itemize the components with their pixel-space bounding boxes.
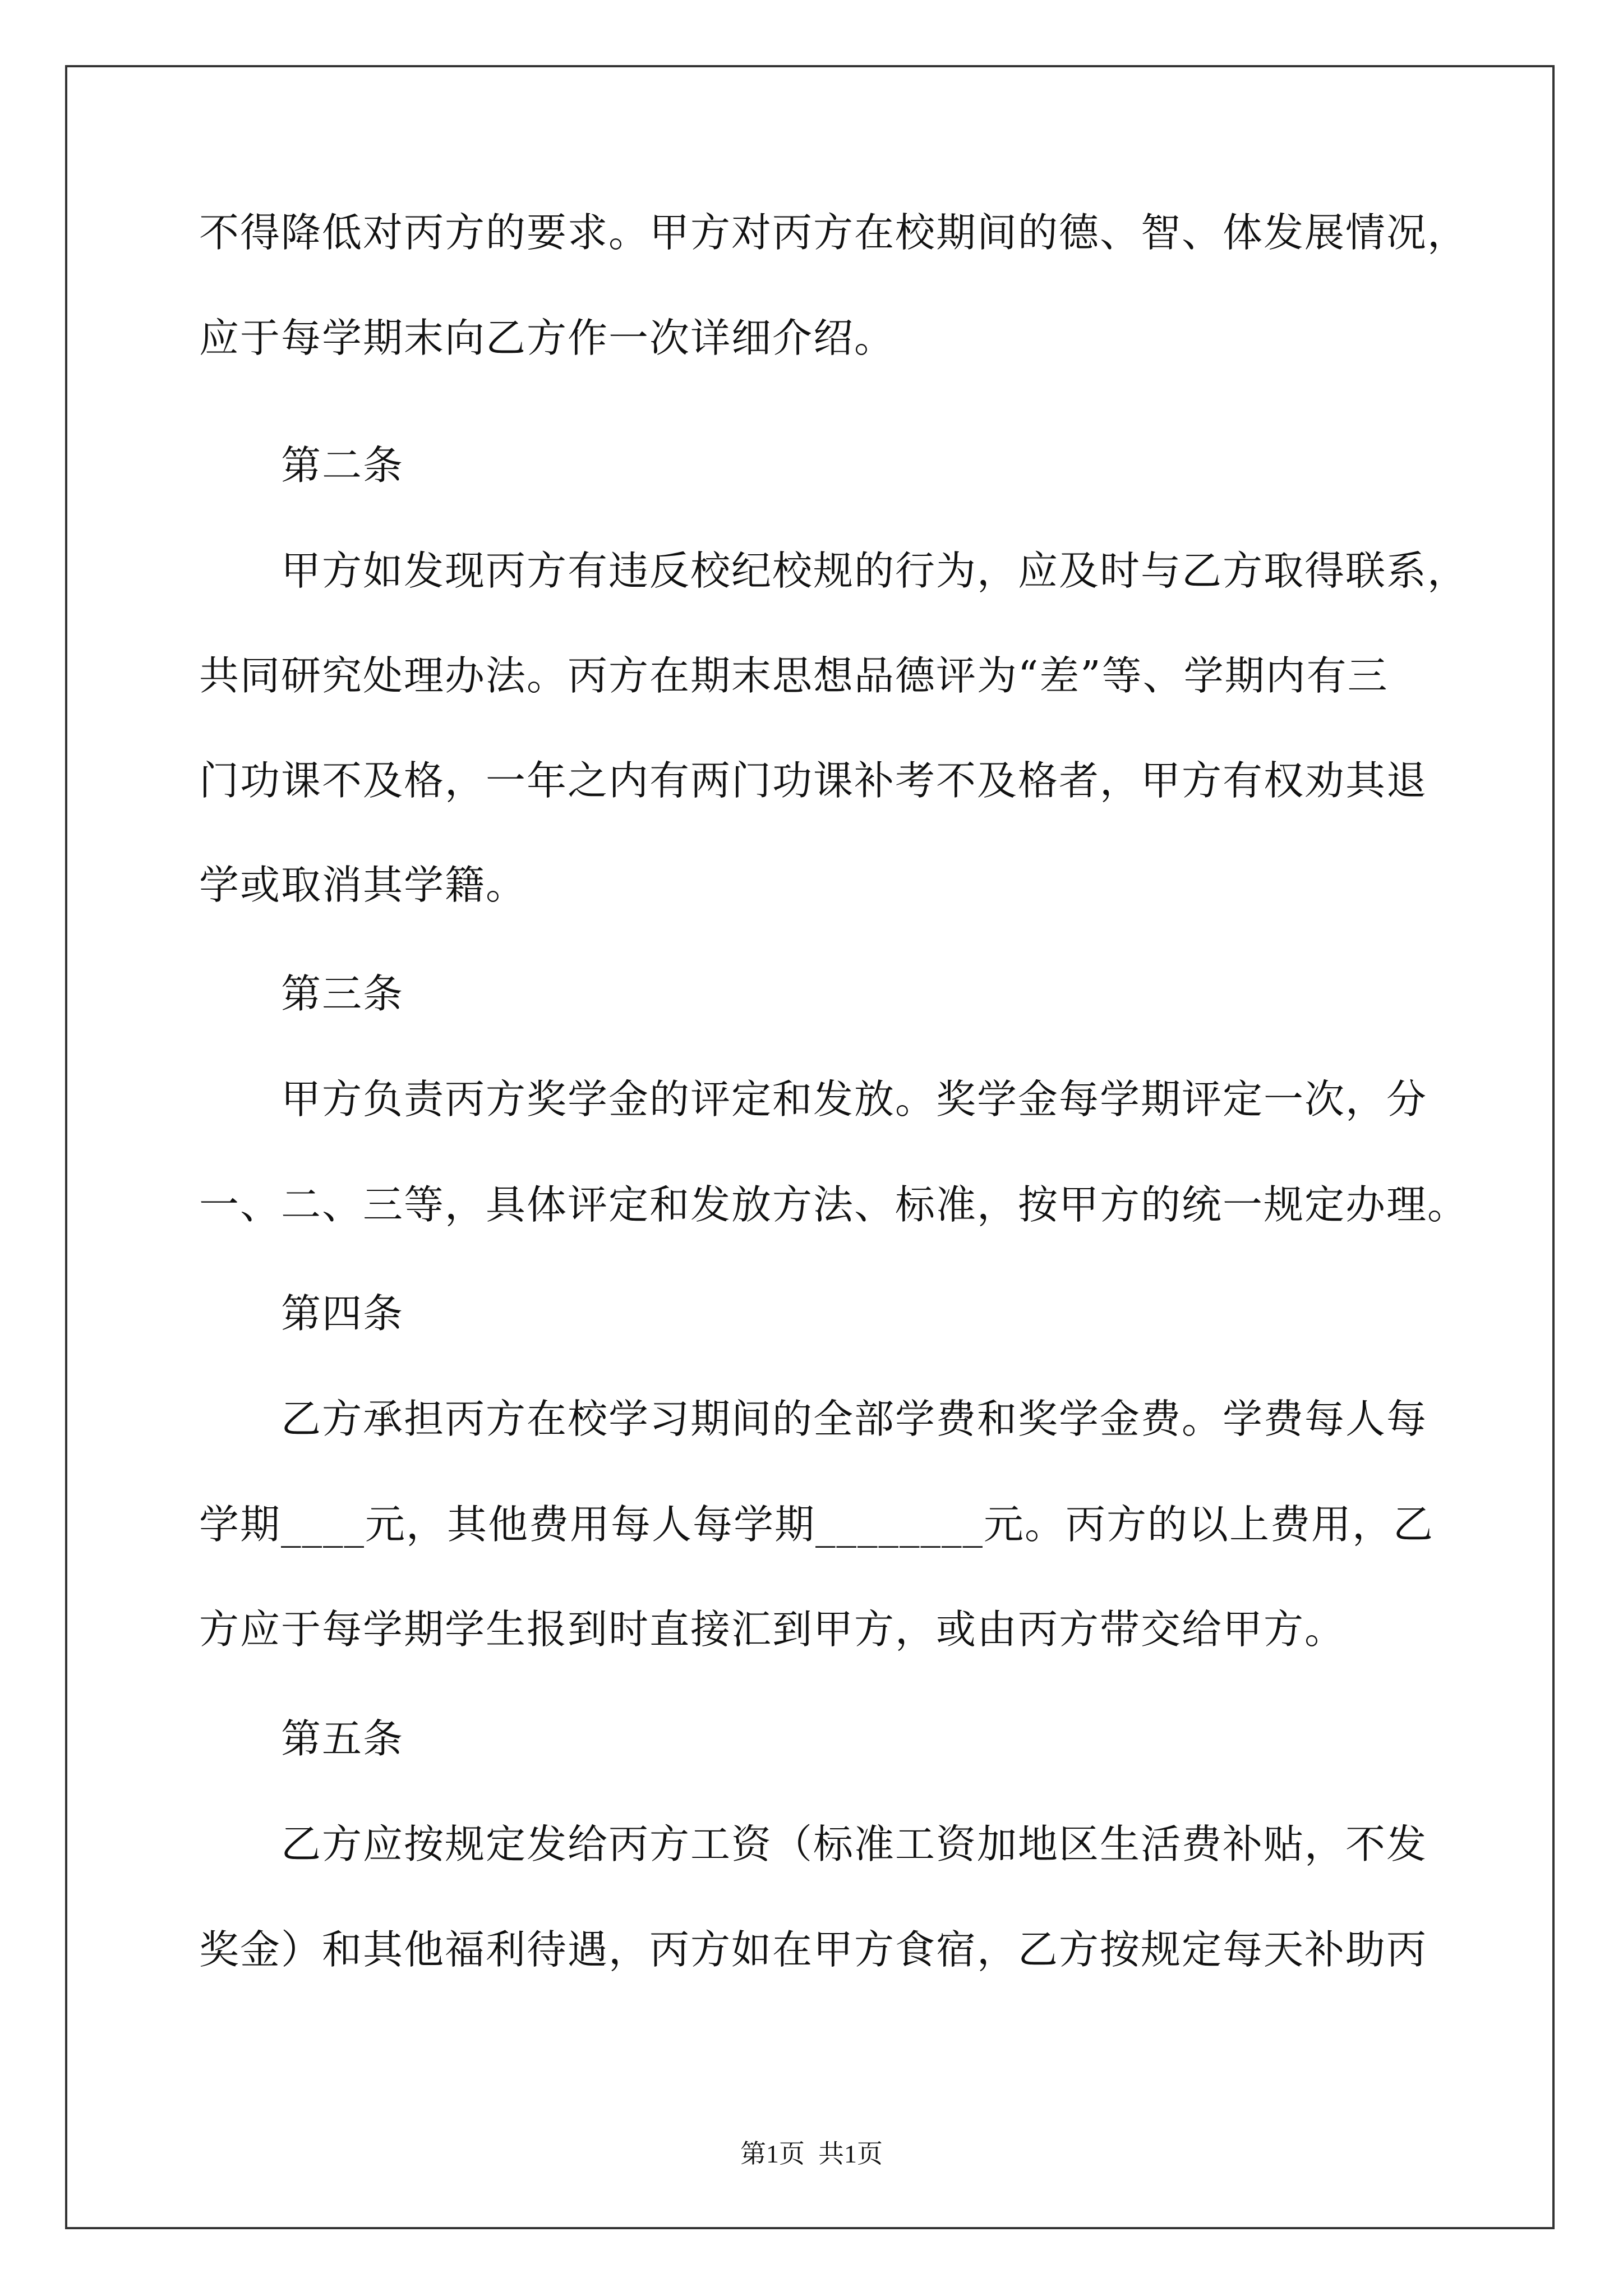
body-line-13: 奖金）和其他福利待遇，丙方如在甲方食宿，乙方按规定每天补助丙 <box>199 1926 1428 1973</box>
page-number: 第1页 <box>740 2139 805 2168</box>
body-line-9: 乙方承担丙方在校学习期间的全部学费和奖学金费。学费每人每 <box>281 1396 1428 1442</box>
page-border <box>65 65 1555 2229</box>
article-3-heading: 第三条 <box>281 970 404 1017</box>
total-pages: 共1页 <box>818 2139 883 2168</box>
body-line-10: 学期____元，其他费用每人每学期________元。丙方的以上费用，乙 <box>199 1501 1435 1548</box>
body-line-11: 方应于每学期学生报到时直接汇到甲方，或由丙方带交给甲方。 <box>199 1606 1346 1653</box>
body-line-4: 共同研究处理办法。丙方在期末思想品德评为“差”等、学期内有三 <box>199 652 1389 699</box>
page-footer <box>0 2137 1623 2171</box>
body-line-2: 应于每学期末向乙方作一次详细介绍。 <box>199 315 896 361</box>
body-line-1: 不得降低对丙方的要求。甲方对丙方在校期间的德、智、体发展情况， <box>199 209 1469 256</box>
body-line-12: 乙方应按规定发给丙方工资（标准工资加地区生活费补贴，不发 <box>281 1821 1428 1867</box>
body-line-3: 甲方如发现丙方有违反校纪校规的行为，应及时与乙方取得联系， <box>281 547 1469 594</box>
body-line-5: 门功课不及格，一年之内有两门功课补考不及格者，甲方有权劝其退 <box>199 757 1428 804</box>
article-5-heading: 第五条 <box>281 1715 404 1762</box>
body-line-7: 甲方负责丙方奖学金的评定和发放。奖学金每学期评定一次，分 <box>281 1076 1428 1122</box>
body-line-8: 一、二、三等，具体评定和发放方法、标准，按甲方的统一规定办理。 <box>199 1181 1469 1228</box>
body-line-6: 学或取消其学籍。 <box>199 862 527 908</box>
article-4-heading: 第四条 <box>281 1290 404 1337</box>
article-2-heading: 第二条 <box>281 442 404 489</box>
